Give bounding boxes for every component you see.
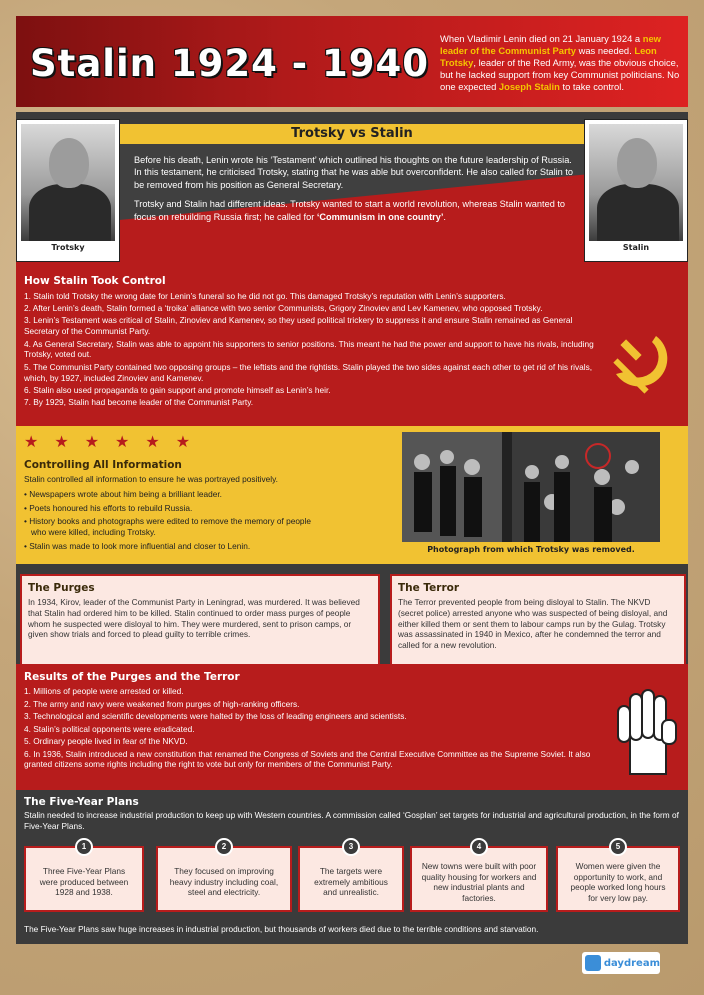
list-item: 5. The Communist Party contained two opposing groups – the leftists and the rightists. Stalin played the two sides against each other to get rid of his rivals, which, by 1927, included Zinoviev and Kamenev. xyxy=(24,361,593,383)
header-banner xyxy=(16,16,688,107)
daydream-logo: daydream xyxy=(582,952,660,974)
list-item: 3. Lenin’s Testament was critical of Stalin, Zinoviev and Kamenev, so they used political trickery to suppress it and ensure Stalin remained as General Secretary of the Communist Party. xyxy=(24,315,573,337)
star-icon: ★ xyxy=(115,434,130,451)
section-heading: Controlling All Information xyxy=(24,459,182,471)
hammer-sickle-icon xyxy=(606,328,678,400)
star-icon: ★ xyxy=(145,434,160,451)
results-list xyxy=(24,686,614,772)
section-intro: Stalin controlled all information to ensure he was portrayed positively. xyxy=(24,474,278,484)
stalin-portrait xyxy=(584,119,688,262)
star-icon: ★ xyxy=(175,434,191,451)
list-item: • Newspapers wrote about him being a brilliant leader. xyxy=(24,489,222,499)
box-text: The Terror prevented people from being disloyal to Stalin. The NKVD (secret police) arrested anyone who was suspected of being disloyal, and either killed them or sent them to labour camps run by the Gulag. Trotsky was assassinated in 1940 in Mexico, after he condemned the terror and called for a new revolution. xyxy=(398,597,668,651)
plan-box: 4 New towns were built with poor quality housing for workers and new industrial plants and factories. xyxy=(410,846,548,912)
trotsky-portrait xyxy=(16,119,120,262)
list-item: 7. By 1929, Stalin had become leader of the Communist Party. xyxy=(24,396,254,407)
star-icon: ★ xyxy=(54,434,69,451)
controlling-information-section xyxy=(16,426,688,564)
box-text: In 1934, Kirov, leader of the Communist Party in Leningrad, was murdered. It was believed that Stalin had ordered him to be killed. Stalin continued to order mass purges of people whom he suspected were disloyal to him. They were murdered, sent to prison camps, or given show trials and forced to plead guilty to terrible crimes. xyxy=(28,597,360,640)
list-item: 1. Millions of people were arrested or killed. xyxy=(24,686,184,696)
stalin-caption: Stalin xyxy=(622,243,650,252)
plan-box: 2 They focused on improving heavy industry including coal, steel and electricity. xyxy=(156,846,292,912)
section-text: Before his death, Lenin wrote his ‘Testament’ which outlined his thoughts on the future leadership of Russia. In this testament, he criticised Trotsky, stating that he was able but overconfident. He also called for Stalin to be removed from his position as General Secretary. Trotsky and Stalin had different ideas. Trotsky wanted to start a world revolution, whereas Stalin wanted to focus on rebuilding Russia first; he called for ‘Communism in one country’. xyxy=(134,155,574,222)
number-badge: 1 xyxy=(75,838,93,856)
section-intro: Stalin needed to increase industrial production to keep up with Western countries. A commission called ‘Gosplan’ set targets for industrial and agricultural production, in the form of Five-Year Plans. xyxy=(24,810,679,831)
section-title: Trotsky vs Stalin xyxy=(291,126,413,141)
how-stalin-took-control-section xyxy=(16,268,688,426)
box-heading: The Terror xyxy=(398,582,460,594)
list-item: 5. Ordinary people lived in fear of the NKVD. xyxy=(24,736,188,746)
results-section xyxy=(16,664,688,790)
list-item: 4. As General Secretary, Stalin was able to appoint his supporters to senior positions. This meant he had the power and support to have his rivals, including Trotsky, voted out. xyxy=(24,338,594,360)
plan-box: 1 Three Five-Year Plans were produced between 1928 and 1938. xyxy=(24,846,144,912)
list-item: 6. Stalin also used propaganda to gain support and promote himself as Lenin’s heir. xyxy=(24,384,331,395)
list-item: 3. Technological and scientific developments were halted by the loss of leading engineers and scientists. xyxy=(24,711,407,721)
section-heading: Results of the Purges and the Terror xyxy=(24,671,240,683)
terror-box xyxy=(390,574,686,666)
number-badge: 2 xyxy=(215,838,233,856)
list-item: 1. Stalin told Trotsky the wrong date for Lenin’s funeral so he did not go. This damaged Trotsky’s reputation with Lenin’s supporters. xyxy=(24,291,506,301)
plan-box: 5 Women were given the opportunity to work, and people worked long hours for very low pay. xyxy=(556,846,680,912)
info-list xyxy=(24,489,324,555)
raised-fist-icon xyxy=(612,686,680,776)
list-item: • History books and photographs were edited to remove the memory of people who were killed, including Trotsky. xyxy=(24,516,312,538)
logo-icon xyxy=(585,955,601,971)
list-item: • Stalin was made to look more influential and closer to Lenin. xyxy=(24,540,251,551)
plan-box: 3 The targets were extremely ambitious and unrealistic. xyxy=(298,846,404,912)
section-outro: The Five-Year Plans saw huge increases in industrial production, but thousands of workers died due to the terrible conditions and starvation. xyxy=(24,924,539,934)
star-icon: ★ xyxy=(84,434,100,451)
number-badge: 4 xyxy=(470,838,488,856)
section-heading: How Stalin Took Control xyxy=(24,275,166,287)
header-intro: When Vladimir Lenin died on 21 January 1924 a new leader of the Communist Party was needed. Leon Trotsky, leader of the Red Army, was the obvious choice, but he lacked support from key Communist politicians. No one expected Joseph Stalin to take control. xyxy=(440,33,680,92)
list-item: 6. In 1936, Stalin introduced a new constitution that renamed the Congress of Soviets and the Central Executive Committee as the Supreme Soviet. It also granted citizens some rights including the right to vote but only for members of the Communist Party. xyxy=(24,748,591,770)
control-list xyxy=(24,291,596,409)
section-heading: The Five-Year Plans xyxy=(24,796,139,808)
list-item: 2. After Lenin’s death, Stalin formed a ‘troika’ alliance with two senior Communists, Grigory Zinoviev and Lev Kamenev, who opposed Trotsky. xyxy=(24,303,543,314)
photo-caption: Photograph from which Trotsky was removed. xyxy=(427,545,635,554)
list-item: 2. The army and navy were weakened from purges of high-ranking officers. xyxy=(24,698,300,709)
star-icon: ★ xyxy=(24,434,39,451)
stars-row xyxy=(24,435,190,451)
box-heading: The Purges xyxy=(28,582,95,594)
number-badge: 5 xyxy=(609,838,627,856)
page-title: Stalin 1924 - 1940 xyxy=(30,42,429,85)
number-badge: 3 xyxy=(342,838,360,856)
purges-box xyxy=(20,574,380,666)
trotsky-caption: Trotsky xyxy=(51,243,85,252)
list-item: 4. Stalin’s political opponents were eradicated. xyxy=(24,723,195,734)
edited-photograph xyxy=(402,432,660,542)
five-year-plans-section xyxy=(16,790,688,944)
purges-terror-section xyxy=(16,564,688,670)
list-item: • Poets honoured his efforts to rebuild Russia. xyxy=(24,502,193,513)
